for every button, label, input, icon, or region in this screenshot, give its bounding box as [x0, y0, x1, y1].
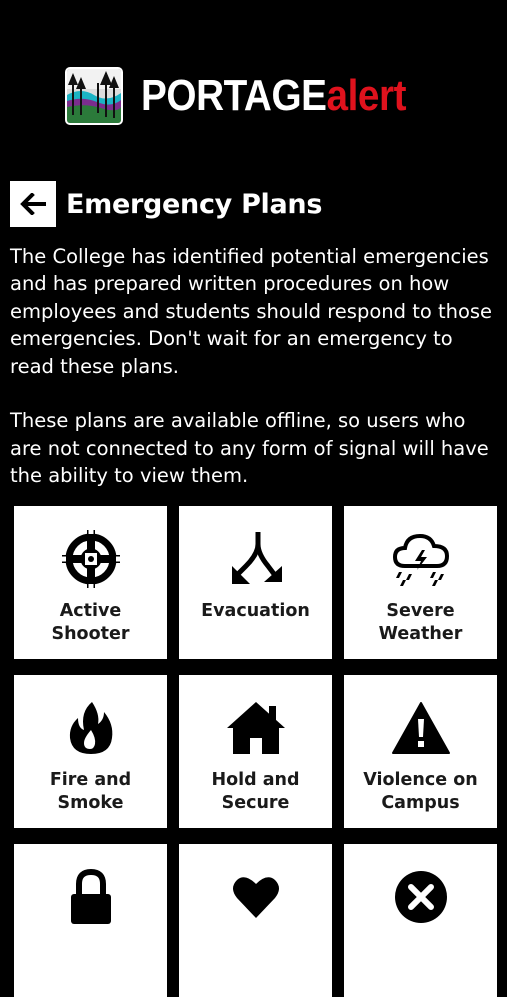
split-arrows-icon — [179, 528, 332, 590]
portage-college-logo — [65, 67, 123, 125]
title-row — [10, 181, 322, 227]
brand-accent-text: alert — [326, 71, 406, 120]
tile-lockdown[interactable] — [14, 844, 167, 997]
emergency-plans-grid — [14, 506, 496, 997]
tile-label: Evacuation — [201, 601, 310, 621]
lock-icon — [14, 866, 167, 928]
back-button[interactable] — [10, 181, 56, 227]
tile-label: Violence on Campus — [363, 770, 478, 813]
home-icon — [179, 697, 332, 759]
tile-violence-on-campus[interactable] — [344, 675, 497, 828]
brand-main-text: PORTAGE — [140, 71, 327, 120]
tile-close[interactable] — [344, 844, 497, 997]
tile-label: Hold and Secure — [211, 770, 300, 813]
tile-label: Severe Weather — [378, 601, 463, 644]
tile-active-shooter[interactable] — [14, 506, 167, 659]
app-header — [0, 60, 507, 132]
brand-wordmark — [141, 71, 406, 121]
storm-cloud-icon — [344, 528, 497, 590]
warning-icon — [344, 697, 497, 759]
page-title: Emergency Plans — [66, 188, 323, 220]
tile-label: Active Shooter — [51, 601, 130, 644]
intro-paragraph: These plans are available offline, so users who are not connected to any form of signal will have the ability to view them. — [10, 409, 489, 488]
crosshair-icon — [14, 528, 167, 590]
intro-text — [10, 243, 500, 490]
heart-icon — [179, 866, 332, 928]
tile-evacuation[interactable] — [179, 506, 332, 659]
intro-paragraph: The College has identified potential emergencies and has prepared written procedures on how employees and students should respond to those emergencies. Don't wait for an emergency to read these plans. — [10, 245, 493, 378]
tile-label: Fire and Smoke — [49, 770, 132, 813]
tile-hold-and-secure[interactable] — [179, 675, 332, 828]
tile-fire-and-smoke[interactable] — [14, 675, 167, 828]
fire-icon — [14, 697, 167, 759]
tile-medical[interactable] — [179, 844, 332, 997]
tile-severe-weather[interactable] — [344, 506, 497, 659]
arrow-left-icon — [20, 193, 46, 215]
close-circle-icon — [344, 866, 497, 928]
